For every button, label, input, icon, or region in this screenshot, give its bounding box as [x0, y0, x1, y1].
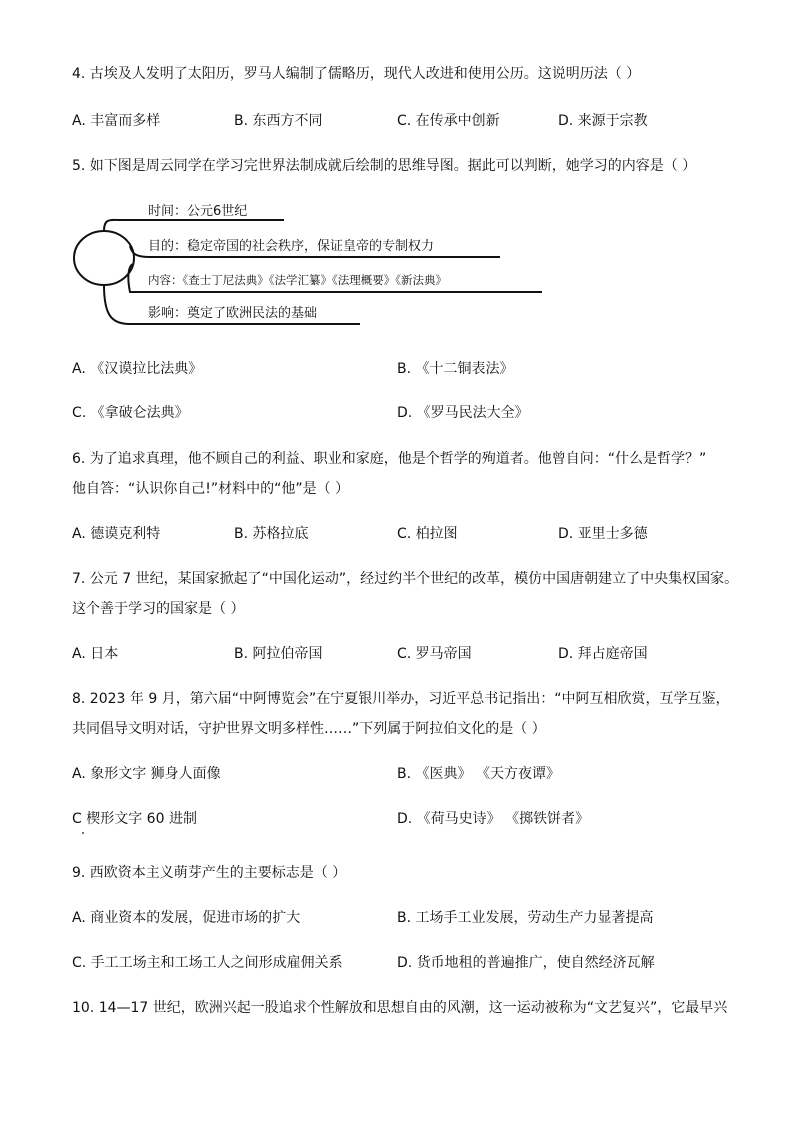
q6-option-c: C. 柏拉图 — [397, 526, 458, 542]
q8-option-a: A. 象形文字 狮身人面像 — [72, 766, 221, 782]
q6-stem-line1: 6. 为了追求真理，他不顾自己的利益、职业和家庭，他是个哲学的殉道者。他曾自问：“什么是哲学？” — [72, 451, 707, 467]
q4-option-c: C. 在传承中创新 — [397, 113, 500, 129]
q7-option-d: D. 拜占庭帝国 — [558, 646, 648, 662]
q10-stem: 10. 14—17 世纪，欧洲兴起一股追求个性解放和思想自由的风潮，这一运动被称为“文艺复兴”，它最早兴 — [72, 1000, 728, 1016]
q5-option-c: C. 《拿破仑法典》 — [72, 405, 189, 421]
q8-option-c: C 楔形文字 60 进制 — [72, 811, 197, 827]
q9-stem: 9. 西欧资本主义萌芽产生的主要标志是（ ） — [72, 865, 347, 881]
q5-mindmap — [70, 196, 550, 336]
q5-option-a: A. 《汉谟拉比法典》 — [72, 361, 203, 377]
q7-stem-line1: 7. 公元 7 世纪，某国家掀起了“中国化运动”，经过约半个世纪的改革，模仿中国唐朝建立了中央集权国家。 — [72, 571, 739, 587]
q7-stem-line2: 这个善于学习的国家是（ ） — [72, 601, 245, 617]
q5-stem: 5. 如下图是周云同学在学习完世界法制成就后绘制的思维导图。据此可以判断，她学习的内容是（ ） — [72, 158, 697, 174]
q5-option-b: B. 《十二铜表法》 — [397, 361, 514, 377]
q9-option-d: D. 货币地租的普遍推广，使自然经济瓦解 — [397, 955, 655, 971]
q8-option-d: D. 《荷马史诗》 《掷铁饼者》 — [397, 811, 590, 827]
q8-stem-line1: 8. 2023 年 9 月，第六届“中阿博览会”在宁夏银川举办，习近平总书记指出：“中阿互相欣赏，互学互鉴， — [72, 691, 730, 707]
branch-time — [104, 220, 284, 231]
q7-option-b: B. 阿拉伯帝国 — [234, 646, 323, 662]
q5-option-d: D. 《罗马民法大全》 — [397, 405, 529, 421]
q7-option-c: C. 罗马帝国 — [397, 646, 472, 662]
q7-option-a: A. 日本 — [72, 646, 119, 662]
q4-stem: 4. 古埃及人发明了太阳历，罗马人编制了儒略历，现代人改进和使用公历。这说明历法（ ） — [72, 66, 641, 82]
q9-option-a: A. 商业资本的发展，促进市场的扩大 — [72, 910, 301, 926]
mindmap-center-node — [74, 231, 134, 285]
q6-option-b: B. 苏格拉底 — [234, 526, 309, 542]
q4-option-a: A. 丰富而多样 — [72, 113, 161, 129]
q6-stem-line2: 他自答：“认识你自己!”材料中的“他”是（ ） — [72, 481, 350, 497]
q6-option-d: D. 亚里士多德 — [558, 526, 648, 542]
stray-dot — [82, 832, 84, 834]
mindmap-purpose: 目的：稳定帝国的社会秩序，保证皇帝的专制权力 — [148, 239, 435, 254]
q6-option-a: A. 德谟克利特 — [72, 526, 161, 542]
q8-stem-line2: 共同倡导文明对话，守护世界文明多样性……”下列属于阿拉伯文化的是（ ） — [72, 721, 546, 737]
q8-option-b: B. 《医典》 《天方夜谭》 — [397, 766, 560, 782]
q4-option-b: B. 东西方不同 — [234, 113, 323, 129]
q9-option-c: C. 手工工场主和工场工人之间形成雇佣关系 — [72, 955, 343, 971]
mindmap-impact: 影响：奠定了欧洲民法的基础 — [148, 306, 318, 321]
mindmap-time: 时间：公元6世纪 — [148, 204, 248, 219]
q4-option-d: D. 来源于宗教 — [558, 113, 648, 129]
mindmap-content: 内容：《查士丁尼法典》《法学汇纂》《法理概要》《新法典》 — [148, 273, 447, 287]
q9-option-b: B. 工场手工业发展，劳动生产力显著提高 — [397, 910, 654, 926]
